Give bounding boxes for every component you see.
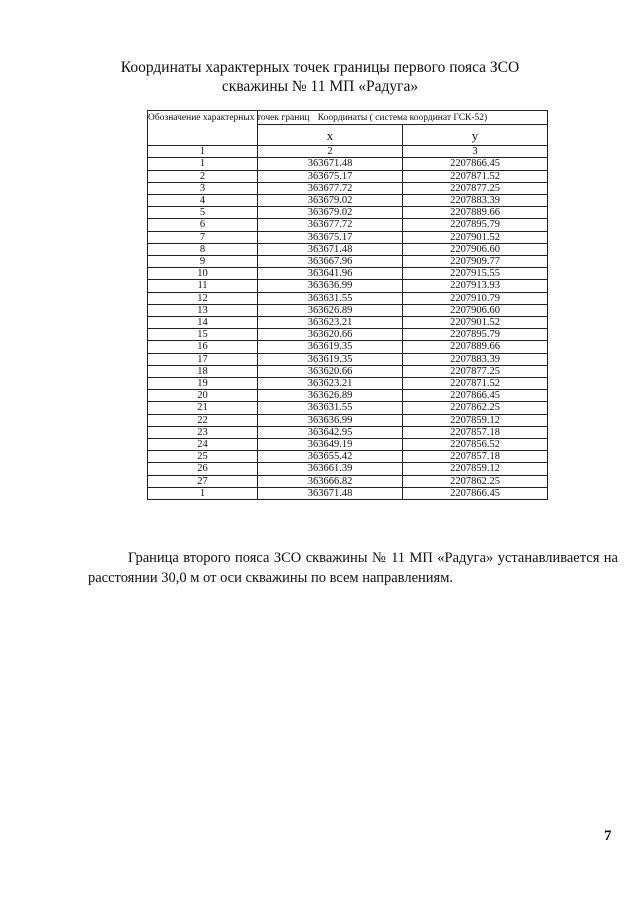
x-coordinate-cell: 363666.82 bbox=[258, 475, 403, 487]
point-number-cell: 10 bbox=[148, 268, 258, 280]
point-number-cell: 23 bbox=[148, 426, 258, 438]
point-number-cell: 5 bbox=[148, 207, 258, 219]
table-row bbox=[148, 231, 548, 243]
point-number-cell: 21 bbox=[148, 402, 258, 414]
y-coordinate-cell: 2207889.66 bbox=[403, 207, 548, 219]
document-title bbox=[0, 58, 640, 96]
table-row bbox=[148, 280, 548, 292]
table-row bbox=[148, 317, 548, 329]
x-coordinate-cell: 363620.66 bbox=[258, 329, 403, 341]
table-row bbox=[148, 353, 548, 365]
point-number-cell: 27 bbox=[148, 475, 258, 487]
y-coordinate-cell: 2207906.60 bbox=[403, 243, 548, 255]
column-index-2: 2 bbox=[258, 146, 403, 158]
table-row bbox=[148, 207, 548, 219]
point-number-cell: 2 bbox=[148, 170, 258, 182]
x-coordinate-cell: 363631.55 bbox=[258, 402, 403, 414]
point-number-cell: 25 bbox=[148, 451, 258, 463]
y-coordinate-cell: 2207909.77 bbox=[403, 256, 548, 268]
y-coordinate-cell: 2207866.45 bbox=[403, 158, 548, 170]
table-row bbox=[148, 182, 548, 194]
table-row bbox=[148, 439, 548, 451]
point-number-cell: 1 bbox=[148, 158, 258, 170]
table-row bbox=[148, 414, 548, 426]
x-coordinate-cell: 363675.17 bbox=[258, 170, 403, 182]
column-index-3: 3 bbox=[403, 146, 548, 158]
table-row bbox=[148, 341, 548, 353]
point-number-cell: 11 bbox=[148, 280, 258, 292]
point-number-cell: 3 bbox=[148, 182, 258, 194]
point-number-cell: 18 bbox=[148, 365, 258, 377]
title-line-2: скважины № 11 МП «Радуга» bbox=[221, 78, 419, 95]
x-coordinate-cell: 363649.19 bbox=[258, 439, 403, 451]
x-coordinate-cell: 363619.35 bbox=[258, 353, 403, 365]
y-coordinate-cell: 2207877.25 bbox=[403, 365, 548, 377]
y-coordinate-cell: 2207901.52 bbox=[403, 317, 548, 329]
y-coordinate-cell: 2207871.52 bbox=[403, 378, 548, 390]
y-coordinate-cell: 2207883.39 bbox=[403, 195, 548, 207]
table-row bbox=[148, 402, 548, 414]
page-number: 7 bbox=[604, 828, 612, 844]
y-coordinate-cell: 2207862.25 bbox=[403, 475, 548, 487]
point-number-cell: 16 bbox=[148, 341, 258, 353]
y-header: y bbox=[403, 125, 548, 146]
x-coordinate-cell: 363671.48 bbox=[258, 158, 403, 170]
table-row bbox=[148, 243, 548, 255]
table-row bbox=[148, 170, 548, 182]
point-number-cell: 13 bbox=[148, 304, 258, 316]
y-coordinate-cell: 2207889.66 bbox=[403, 341, 548, 353]
x-coordinate-cell: 363631.55 bbox=[258, 292, 403, 304]
x-coordinate-cell: 363619.35 bbox=[258, 341, 403, 353]
x-coordinate-cell: 363623.21 bbox=[258, 317, 403, 329]
y-coordinate-cell: 2207901.52 bbox=[403, 231, 548, 243]
point-number-cell: 26 bbox=[148, 463, 258, 475]
paragraph-text: Граница второго пояса ЗСО скважины № 11 МП «Радуга» устанавливается на расстоянии 30,0 м от оси скважины по всем направлениям. bbox=[88, 550, 618, 586]
x-coordinate-cell: 363671.48 bbox=[258, 243, 403, 255]
x-coordinate-cell: 363677.72 bbox=[258, 182, 403, 194]
point-number-cell: 8 bbox=[148, 243, 258, 255]
x-coordinate-cell: 363675.17 bbox=[258, 231, 403, 243]
point-number-cell: 24 bbox=[148, 439, 258, 451]
x-coordinate-cell: 363677.72 bbox=[258, 219, 403, 231]
y-coordinate-cell: 2207883.39 bbox=[403, 353, 548, 365]
table-row bbox=[148, 195, 548, 207]
x-coordinate-cell: 363626.89 bbox=[258, 390, 403, 402]
table-row bbox=[148, 378, 548, 390]
table-row bbox=[148, 426, 548, 438]
x-coordinate-cell: 363679.02 bbox=[258, 195, 403, 207]
x-coordinate-cell: 363642.95 bbox=[258, 426, 403, 438]
x-coordinate-cell: 363661.39 bbox=[258, 463, 403, 475]
column-index-row bbox=[148, 146, 548, 158]
table-row bbox=[148, 329, 548, 341]
y-coordinate-cell: 2207895.79 bbox=[403, 329, 548, 341]
table-row bbox=[148, 256, 548, 268]
y-coordinate-cell: 2207910.79 bbox=[403, 292, 548, 304]
point-designation-header: Обозначение характерных точек границ bbox=[148, 111, 258, 146]
table-row bbox=[148, 304, 548, 316]
point-number-cell: 4 bbox=[148, 195, 258, 207]
y-coordinate-cell: 2207859.12 bbox=[403, 414, 548, 426]
point-number-cell: 15 bbox=[148, 329, 258, 341]
y-coordinate-cell: 2207857.18 bbox=[403, 451, 548, 463]
point-number-cell: 19 bbox=[148, 378, 258, 390]
x-coordinate-cell: 363636.99 bbox=[258, 280, 403, 292]
y-coordinate-cell: 2207913.93 bbox=[403, 280, 548, 292]
y-coordinate-cell: 2207866.45 bbox=[403, 487, 548, 499]
point-number-cell: 9 bbox=[148, 256, 258, 268]
y-coordinate-cell: 2207906.60 bbox=[403, 304, 548, 316]
x-coordinate-cell: 363671.48 bbox=[258, 487, 403, 499]
table-row bbox=[148, 158, 548, 170]
table-row bbox=[148, 390, 548, 402]
title-line-1: Координаты характерных точек границы первого пояса ЗСО bbox=[120, 59, 520, 76]
point-number-cell: 12 bbox=[148, 292, 258, 304]
table-row bbox=[148, 268, 548, 280]
y-coordinate-cell: 2207915.55 bbox=[403, 268, 548, 280]
table-row bbox=[148, 365, 548, 377]
table-row bbox=[148, 475, 548, 487]
table-row bbox=[148, 219, 548, 231]
point-number-cell: 17 bbox=[148, 353, 258, 365]
y-coordinate-cell: 2207895.79 bbox=[403, 219, 548, 231]
x-coordinate-cell: 363623.21 bbox=[258, 378, 403, 390]
point-number-cell: 20 bbox=[148, 390, 258, 402]
x-coordinate-cell: 363679.02 bbox=[258, 207, 403, 219]
x-coordinate-cell: 363636.99 bbox=[258, 414, 403, 426]
point-number-cell: 14 bbox=[148, 317, 258, 329]
x-coordinate-cell: 363655.42 bbox=[258, 451, 403, 463]
table-row bbox=[148, 292, 548, 304]
coordinates-table-body bbox=[148, 158, 548, 500]
y-coordinate-cell: 2207862.25 bbox=[403, 402, 548, 414]
table-row bbox=[148, 451, 548, 463]
point-number-cell: 22 bbox=[148, 414, 258, 426]
y-coordinate-cell: 2207859.12 bbox=[403, 463, 548, 475]
table-row bbox=[148, 463, 548, 475]
point-number-cell: 6 bbox=[148, 219, 258, 231]
y-coordinate-cell: 2207857.18 bbox=[403, 426, 548, 438]
y-coordinate-cell: 2207866.45 bbox=[403, 390, 548, 402]
second-zone-paragraph bbox=[88, 548, 618, 588]
x-header: x bbox=[258, 125, 403, 146]
x-coordinate-cell: 363626.89 bbox=[258, 304, 403, 316]
point-number-cell: 1 bbox=[148, 487, 258, 499]
y-coordinate-cell: 2207877.25 bbox=[403, 182, 548, 194]
table-row bbox=[148, 487, 548, 499]
column-index-1: 1 bbox=[148, 146, 258, 158]
coordinates-table bbox=[147, 110, 548, 500]
x-coordinate-cell: 363667.96 bbox=[258, 256, 403, 268]
x-coordinate-cell: 363620.66 bbox=[258, 365, 403, 377]
point-number-cell: 7 bbox=[148, 231, 258, 243]
y-coordinate-cell: 2207856.52 bbox=[403, 439, 548, 451]
y-coordinate-cell: 2207871.52 bbox=[403, 170, 548, 182]
x-coordinate-cell: 363641.96 bbox=[258, 268, 403, 280]
coordinates-system-header: Координаты ( система координат ГСК-52) bbox=[258, 111, 548, 125]
